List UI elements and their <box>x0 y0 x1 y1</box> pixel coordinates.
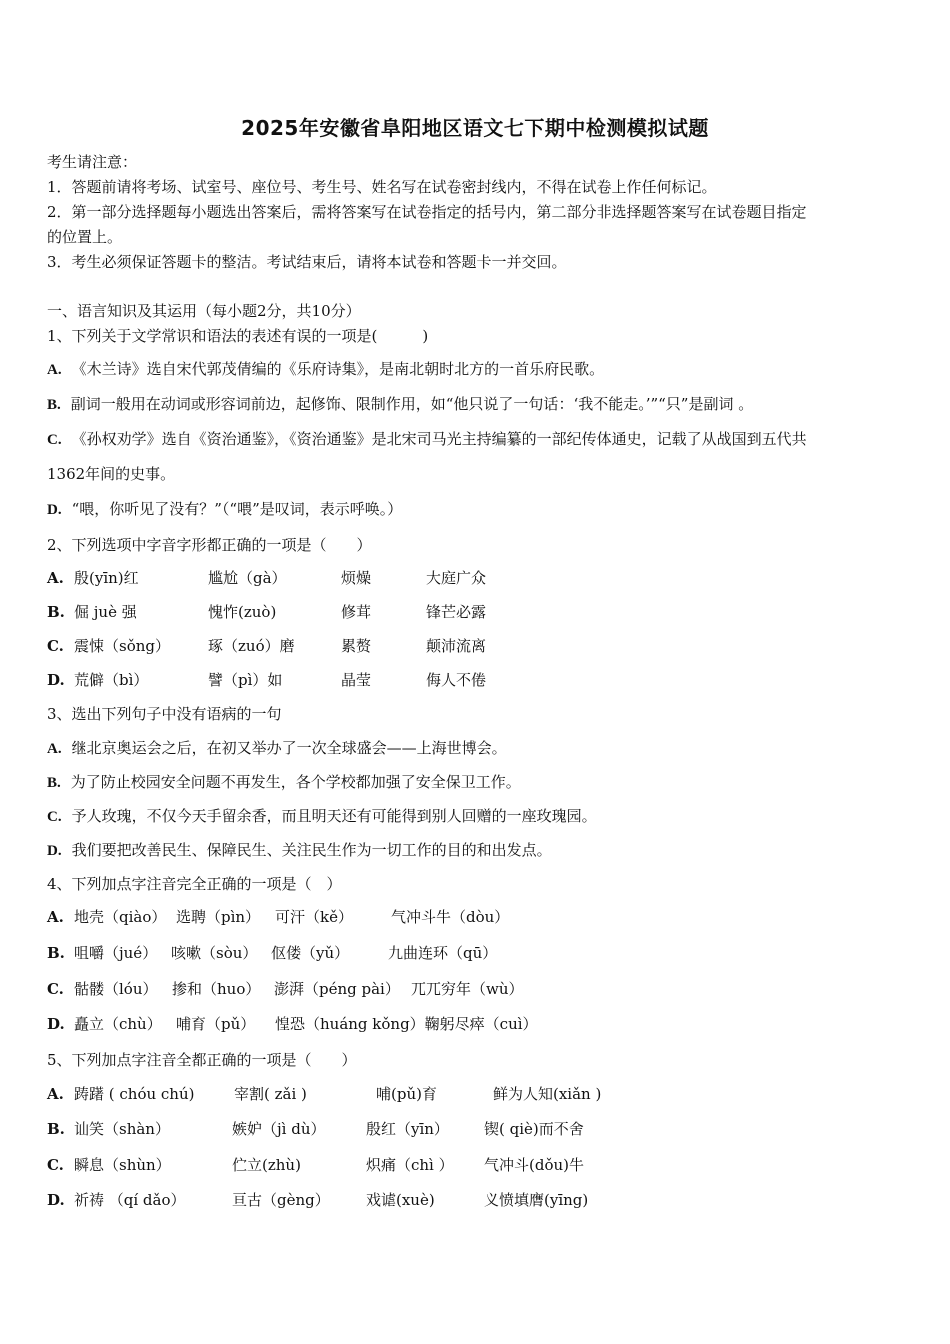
notice-item-1: 1．答题前请将考场、试室号、座位号、考生号、姓名写在试卷密封线内，不得在试卷上作任何标记。 <box>47 178 717 196</box>
option-label: C. <box>47 980 64 998</box>
option-cell: 兀兀穷年（wù） <box>411 980 524 998</box>
option-cell: 伛偻（yǔ） <box>271 944 350 962</box>
notice-heading: 考生请注意： <box>47 153 138 171</box>
option-cell: 锋芒必露 <box>426 603 487 621</box>
option-label: A. <box>47 1085 64 1103</box>
option-cell: 震悚（sǒng） <box>74 637 170 655</box>
option-cell: 矗立（chù） <box>74 1015 162 1033</box>
page-title: 2025年安徽省阜阳地区语文七下期中检测模拟试题 <box>241 116 709 140</box>
option-cell: 瞬息（shùn） <box>74 1156 171 1174</box>
question-3-option-c: C. 予人玫瑰，不仅今天手留余香，而且明天还有可能得到别人回赠的一座玫瑰园。 <box>47 807 597 825</box>
option-cell: 嫉妒（jì dù） <box>232 1120 326 1138</box>
option-label: A. <box>47 908 64 926</box>
option-cell: 骷髅（lóu） <box>74 980 158 998</box>
option-cell: 累赘 <box>341 637 372 655</box>
option-cell: 颠沛流离 <box>426 637 487 655</box>
option-cell: 伫立(zhù) <box>232 1156 301 1174</box>
question-1-option-d: D. “喂，你听见了没有？”（“喂”是叹词，表示呼唤。） <box>47 500 403 518</box>
option-text: 为了防止校园安全问题不再发生，各个学校都加强了安全保卫工作。 <box>70 773 521 791</box>
question-1-option-b: B. 副词一般用在动词或形容词前边，起修饰、限制作用，如“他只说了一句话：‘我不能走。’”“只”是副词 。 <box>47 395 754 413</box>
option-cell: 譬（pì）如 <box>208 671 283 689</box>
option-cell: 殷(yīn)红 <box>74 569 139 587</box>
option-cell: 哺(pǔ)育 <box>376 1085 437 1103</box>
question-1-option-c-cont: 1362年间的史事。 <box>47 465 176 483</box>
option-cell: 九曲连环（qū） <box>388 944 498 962</box>
option-cell: 锲( qiè)而不舍 <box>484 1120 584 1138</box>
option-cell: 地壳（qiào） <box>74 908 167 926</box>
option-cell: 烦燥 <box>341 569 372 587</box>
option-cell: 气冲斗(dǒu)牛 <box>484 1156 584 1174</box>
option-cell: 哺育（pǔ） <box>176 1015 256 1033</box>
option-text: 《孙权劝学》选自《资治通鉴》，《资治通鉴》是北宋司马光主持编纂的一部纪传体通史，记载了从战国到五代共 <box>71 430 807 448</box>
question-5-stem: 5、下列加点字注音全都正确的一项是（ ） <box>47 1051 357 1069</box>
option-cell: 祈祷 （qí dǎo） <box>74 1191 186 1209</box>
option-label: C. <box>47 1156 64 1174</box>
option-cell: 荒僻（bì） <box>74 671 149 689</box>
option-cell: 气冲斗牛（dòu） <box>391 908 510 926</box>
option-cell: 可汗（kě） <box>275 908 353 926</box>
option-text: 《木兰诗》选自宋代郭茂倩编的《乐府诗集》，是南北朝时北方的一首乐府民歌。 <box>71 360 605 378</box>
notice-item-2: 2．第一部分选择题每小题选出答案后，需将答案写在试卷指定的括号内，第二部分非选择题答案写在试卷题目指定 <box>47 203 807 221</box>
option-cell: 晶莹 <box>341 671 372 689</box>
option-text: 予人玫瑰，不仅今天手留余香，而且明天还有可能得到别人回赠的一座玫瑰园。 <box>71 807 597 825</box>
option-label: D. <box>47 1015 65 1033</box>
notice-item-3: 3．考生必须保证答题卡的整洁。考试结束后，请将本试卷和答题卡一并交回。 <box>47 253 567 271</box>
option-cell: 修茸 <box>341 603 372 621</box>
option-cell: 踌躇 ( chóu chú) <box>74 1085 195 1103</box>
option-cell: 义愤填膺(yīng) <box>484 1191 589 1209</box>
option-cell: 掺和（huo） <box>172 980 261 998</box>
option-cell: 咀嚼（jué） <box>74 944 158 962</box>
option-cell: 炽痛（chì ） <box>366 1156 454 1174</box>
option-label: A. <box>47 569 64 587</box>
question-3-option-d: D. 我们要把改善民生、保障民生、关注民生作为一切工作的目的和出发点。 <box>47 841 552 859</box>
option-cell: 大庭广众 <box>426 569 487 587</box>
option-cell: 愧怍(zuò) <box>208 603 277 621</box>
option-text: 我们要把改善民生、保障民生、关注民生作为一切工作的目的和出发点。 <box>71 841 552 859</box>
question-3-stem: 3、选出下列句子中没有语病的一句 <box>47 705 282 723</box>
option-text: 继北京奥运会之后，在初又举办了一次全球盛会——上海世博会。 <box>71 739 507 757</box>
option-cell: 咳嗽（sòu） <box>171 944 258 962</box>
option-cell: 琢（zuó）磨 <box>208 637 295 655</box>
option-cell: 侮人不倦 <box>426 671 487 689</box>
question-1-option-c: C. 《孙权劝学》选自《资治通鉴》，《资治通鉴》是北宋司马光主持编纂的一部纪传体通史，记载了从战国到五代共 <box>47 430 807 448</box>
option-cell: 澎湃（péng pài） <box>274 980 400 998</box>
option-label: B. <box>47 944 65 962</box>
question-4-stem: 4、下列加点字注音完全正确的一项是（ ） <box>47 875 342 893</box>
option-cell: 讪笑（shàn） <box>74 1120 170 1138</box>
question-1-option-a: A. 《木兰诗》选自宋代郭茂倩编的《乐府诗集》，是南北朝时北方的一首乐府民歌。 <box>47 360 605 378</box>
notice-item-2-cont: 的位置上。 <box>47 228 123 246</box>
question-1-stem: 1、下列关于文学常识和语法的表述有误的一项是( ) <box>47 327 429 345</box>
option-cell: 鲜为人知(xiǎn ) <box>493 1085 602 1103</box>
option-cell: 戏谑(xuè) <box>366 1191 435 1209</box>
option-cell: 惶恐（huáng kǒng）鞠躬尽瘁（cuì） <box>275 1015 538 1033</box>
option-label: C. <box>47 637 64 655</box>
question-2-stem: 2、下列选项中字音字形都正确的一项是（ ） <box>47 536 372 554</box>
option-cell: 尴尬（gà） <box>208 569 287 587</box>
question-3-option-a: A. 继北京奥运会之后，在初又举办了一次全球盛会——上海世博会。 <box>47 739 507 757</box>
question-3-option-b: B. 为了防止校园安全问题不再发生，各个学校都加强了安全保卫工作。 <box>47 773 521 791</box>
option-label: B. <box>47 1120 65 1138</box>
option-cell: 殷红（yīn） <box>366 1120 449 1138</box>
option-cell: 亘古（gèng） <box>232 1191 330 1209</box>
option-text: 副词一般用在动词或形容词前边，起修饰、限制作用，如“他只说了一句话：‘我不能走。’”“只”是副词 。 <box>70 395 754 413</box>
option-cell: 选聘（pìn） <box>176 908 261 926</box>
option-text: “喂，你听见了没有？”（“喂”是叹词，表示呼唤。） <box>71 500 403 518</box>
option-cell: 倔 juè 强 <box>74 603 137 621</box>
option-label: D. <box>47 671 65 689</box>
option-label: B. <box>47 603 65 621</box>
section-heading: 一、语言知识及其运用（每小题2分，共10分） <box>47 302 361 320</box>
option-cell: 宰割( zǎi ) <box>234 1085 307 1103</box>
option-label: D. <box>47 1191 65 1209</box>
